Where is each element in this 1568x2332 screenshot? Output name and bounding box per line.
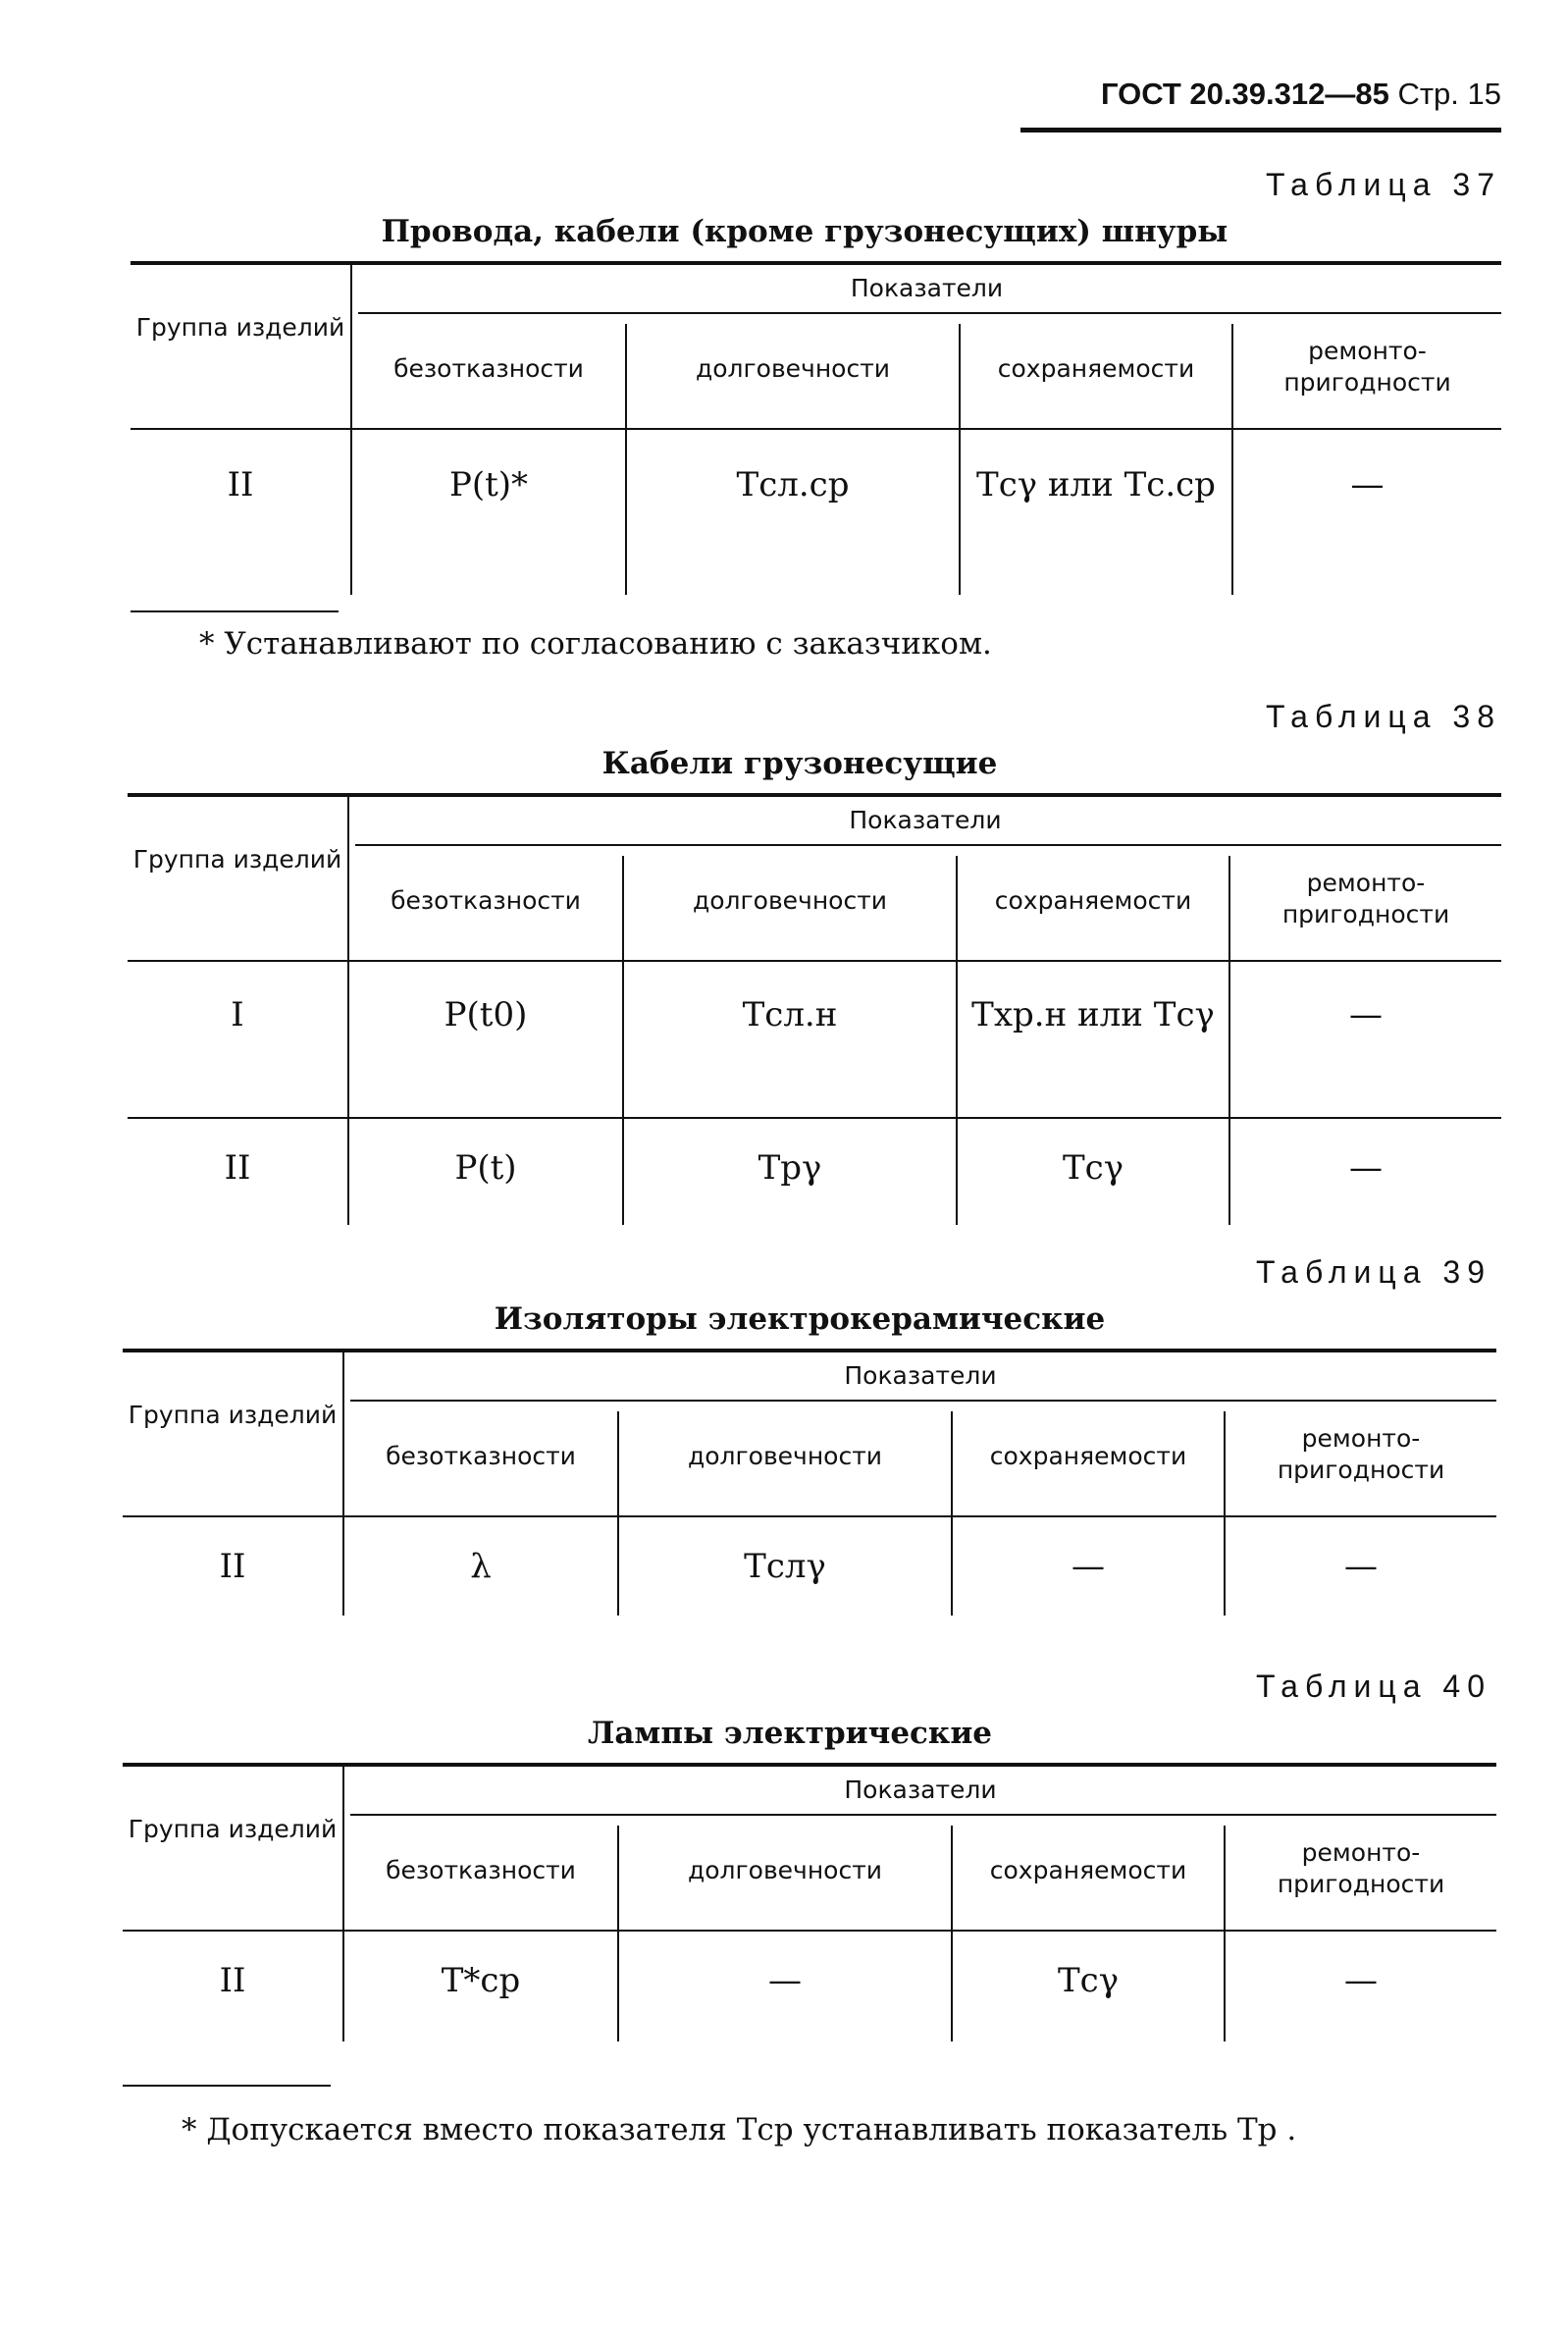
maintainability-header: ремонто- пригодности bbox=[1277, 1424, 1445, 1484]
footnote-rule bbox=[123, 2085, 331, 2087]
table-40-row-1-group: II bbox=[219, 1961, 246, 2000]
preservation-header: сохраняемости bbox=[994, 886, 1192, 915]
table-40-caption: Лампы электрические bbox=[587, 1716, 993, 1751]
table-38-row-1-maintainability: — bbox=[1349, 995, 1383, 1034]
durability-header: долговечности bbox=[692, 886, 888, 915]
page-header bbox=[1020, 77, 1501, 112]
indicators-header: Показатели bbox=[844, 1776, 997, 1804]
table-38-row-2-maintainability: — bbox=[1349, 1148, 1383, 1188]
table-37-row-1-preservation: Tсγ или Tс.ср bbox=[976, 465, 1216, 504]
table-39-row-1-durability: Tслγ bbox=[744, 1547, 826, 1586]
reliability-header: безотказности bbox=[393, 354, 584, 383]
table-38-row-2-preservation: Tсγ bbox=[1062, 1148, 1124, 1188]
table-40-row-1-preservation: Tсγ bbox=[1057, 1961, 1120, 2000]
group-header: Группа изделий bbox=[128, 1815, 338, 1843]
table-37-row-1-durability: Tсл.ср bbox=[736, 465, 850, 504]
table-38-row-1-durability: Tсл.н bbox=[742, 995, 838, 1034]
table-38-row-1-reliability: P(t0) bbox=[444, 995, 528, 1034]
reliability-header: безотказности bbox=[386, 1856, 576, 1884]
reliability-header: безотказности bbox=[386, 1442, 576, 1470]
table-38 bbox=[128, 793, 1501, 1225]
group-header: Группа изделий bbox=[128, 1401, 338, 1429]
table-39-caption: Изоляторы электрокерамические bbox=[494, 1301, 1106, 1337]
table-39-row-1-maintainability: — bbox=[1344, 1547, 1378, 1586]
maintainability-header: ремонто- пригодности bbox=[1283, 337, 1451, 397]
table-37-label: Таблица 37 bbox=[1266, 167, 1501, 202]
table-37-caption: Провода, кабели (кроме грузонесущих) шнуры bbox=[381, 214, 1228, 249]
reliability-header: безотказности bbox=[391, 886, 581, 915]
table-38-row-2-reliability: P(t) bbox=[454, 1148, 517, 1188]
standard-number: ГОСТ 20.39.312—85 bbox=[1100, 77, 1389, 111]
page-number: Стр. 15 bbox=[1397, 77, 1501, 111]
table-39-label: Таблица 39 bbox=[1256, 1254, 1491, 1290]
preservation-header: сохраняемости bbox=[989, 1856, 1187, 1884]
durability-header: долговечности bbox=[687, 1442, 883, 1470]
indicators-header: Показатели bbox=[849, 806, 1002, 834]
preservation-header: сохраняемости bbox=[989, 1442, 1187, 1470]
table-37-row-1-group: II bbox=[227, 465, 254, 504]
durability-header: долговечности bbox=[687, 1856, 883, 1884]
group-header: Группа изделий bbox=[132, 845, 342, 874]
table-40 bbox=[123, 1763, 1496, 2041]
table-40-footnote: * Допускается вместо показателя Tср устанавливать показатель Tр . bbox=[182, 2112, 1297, 2147]
maintainability-header: ремонто- пригодности bbox=[1277, 1838, 1445, 1898]
table-39-row-1-group: II bbox=[219, 1547, 246, 1586]
table-37-row-1-maintainability: — bbox=[1350, 465, 1385, 504]
table-38-row-1-group: I bbox=[231, 995, 244, 1034]
table-37-footnote: * Устанавливают по согласованию с заказчиком. bbox=[199, 626, 992, 662]
table-40-row-1-durability: — bbox=[768, 1961, 802, 2000]
table-38-row-2-durability: Tpγ bbox=[758, 1148, 822, 1188]
table-40-row-1-maintainability: — bbox=[1344, 1961, 1378, 2000]
table-38-caption: Кабели грузонесущие bbox=[601, 746, 998, 781]
table-37 bbox=[131, 261, 1501, 595]
table-39 bbox=[123, 1349, 1496, 1616]
indicators-header: Показатели bbox=[850, 274, 1004, 302]
table-38-label: Таблица 38 bbox=[1266, 699, 1501, 734]
table-39-row-1-preservation: — bbox=[1071, 1547, 1105, 1586]
table-37-row-1-reliability: P(t)* bbox=[448, 465, 529, 504]
table-40-row-1-reliability: T*ср bbox=[441, 1961, 521, 2000]
indicators-header: Показатели bbox=[844, 1361, 997, 1390]
header-rule bbox=[1020, 128, 1501, 132]
table-38-row-1-preservation: Tхр.н или Tсγ bbox=[971, 995, 1215, 1034]
table-38-row-2-group: II bbox=[224, 1148, 251, 1188]
preservation-header: сохраняемости bbox=[997, 354, 1195, 383]
footnote-rule bbox=[131, 610, 339, 612]
durability-header: долговечности bbox=[695, 354, 891, 383]
group-header: Группа изделий bbox=[135, 313, 345, 342]
table-40-label: Таблица 40 bbox=[1256, 1669, 1491, 1704]
table-39-row-1-reliability: λ bbox=[470, 1547, 492, 1586]
maintainability-header: ремонто- пригодности bbox=[1281, 869, 1450, 928]
